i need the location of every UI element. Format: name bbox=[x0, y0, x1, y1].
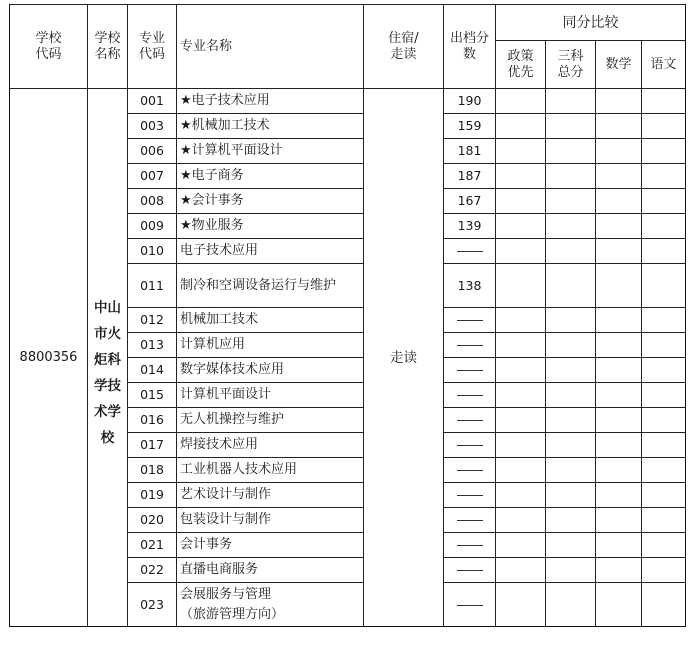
three-subjects-cell bbox=[546, 508, 596, 533]
major-name-text: ★计算机平面设计 bbox=[180, 143, 283, 158]
chinese-cell bbox=[642, 358, 686, 383]
header-compare-group: 同分比较 bbox=[496, 5, 686, 41]
no-score-text bbox=[483, 562, 484, 563]
major-code-cell: 006 bbox=[128, 139, 177, 164]
three-subjects-cell bbox=[546, 383, 596, 408]
three-subjects-cell bbox=[546, 189, 596, 214]
no-score-dash bbox=[457, 370, 483, 371]
chinese-cell bbox=[642, 164, 686, 189]
cutoff-score-cell bbox=[444, 358, 496, 383]
header-three-subjects: 三科 总分 bbox=[546, 41, 596, 89]
major-name-cell bbox=[177, 189, 364, 214]
major-name-text: 机械加工技术 bbox=[180, 312, 259, 327]
no-score-text bbox=[483, 437, 484, 438]
math-cell bbox=[596, 383, 642, 408]
major-name-text: 直播电商服务 bbox=[180, 562, 259, 577]
no-score-dash bbox=[457, 320, 483, 321]
three-subjects-cell bbox=[546, 333, 596, 358]
three-subjects-cell bbox=[546, 533, 596, 558]
chinese-cell bbox=[642, 333, 686, 358]
policy-priority-cell bbox=[496, 333, 546, 358]
major-name-text: 数字媒体技术应用 bbox=[180, 362, 285, 377]
header-school-name: 学校 名称 bbox=[88, 5, 128, 89]
major-code-cell: 007 bbox=[128, 164, 177, 189]
major-name-cell bbox=[177, 239, 364, 264]
no-score-dash bbox=[457, 420, 483, 421]
header-boarding: 住宿/ 走读 bbox=[364, 5, 444, 89]
policy-priority-cell bbox=[496, 89, 546, 114]
math-cell bbox=[596, 483, 642, 508]
chinese-cell bbox=[642, 433, 686, 458]
three-subjects-cell bbox=[546, 89, 596, 114]
math-cell bbox=[596, 308, 642, 333]
header-school-code: 学校 代码 bbox=[10, 5, 88, 89]
school-name-line: 术学 bbox=[94, 403, 121, 420]
chinese-cell bbox=[642, 408, 686, 433]
no-score-text bbox=[483, 462, 484, 463]
cutoff-score-cell bbox=[444, 308, 496, 333]
cutoff-score-cell: 139 bbox=[444, 214, 496, 239]
school-code-cell: 8800356 bbox=[10, 89, 88, 627]
major-name-text: 焊接技术应用 bbox=[180, 437, 259, 452]
math-cell bbox=[596, 214, 642, 239]
major-code-cell: 003 bbox=[128, 114, 177, 139]
major-name-cell bbox=[177, 264, 364, 308]
no-score-dash bbox=[457, 495, 483, 496]
major-name-text: 会展服务与管理 bbox=[180, 586, 272, 602]
chinese-cell bbox=[642, 239, 686, 264]
chinese-cell bbox=[642, 214, 686, 239]
major-code-cell: 017 bbox=[128, 433, 177, 458]
three-subjects-cell bbox=[546, 558, 596, 583]
major-code-cell: 023 bbox=[128, 583, 177, 627]
policy-priority-cell bbox=[496, 139, 546, 164]
chinese-cell bbox=[642, 383, 686, 408]
math-cell bbox=[596, 264, 642, 308]
cutoff-score-cell: 138 bbox=[444, 264, 496, 308]
cutoff-score-cell: 190 bbox=[444, 89, 496, 114]
cutoff-score-cell bbox=[444, 333, 496, 358]
math-cell bbox=[596, 239, 642, 264]
no-score-text bbox=[483, 387, 484, 388]
major-code-cell: 012 bbox=[128, 308, 177, 333]
no-score-text bbox=[483, 312, 484, 313]
three-subjects-cell bbox=[546, 139, 596, 164]
three-subjects-cell bbox=[546, 458, 596, 483]
chinese-cell bbox=[642, 308, 686, 333]
three-subjects-cell bbox=[546, 239, 596, 264]
chinese-cell bbox=[642, 114, 686, 139]
cutoff-score-cell bbox=[444, 483, 496, 508]
no-score-text bbox=[483, 537, 484, 538]
policy-priority-cell bbox=[496, 433, 546, 458]
major-name-cell bbox=[177, 214, 364, 239]
major-name-cell bbox=[177, 583, 364, 627]
major-name-text: 制冷和空调设备运行与维护 bbox=[180, 277, 337, 293]
chinese-cell bbox=[642, 558, 686, 583]
cutoff-score-cell bbox=[444, 558, 496, 583]
no-score-dash bbox=[457, 470, 483, 471]
major-name-cell bbox=[177, 533, 364, 558]
chinese-cell bbox=[642, 483, 686, 508]
major-code-cell: 010 bbox=[128, 239, 177, 264]
major-code-cell: 018 bbox=[128, 458, 177, 483]
no-score-dash bbox=[457, 345, 483, 346]
math-cell bbox=[596, 458, 642, 483]
chinese-cell bbox=[642, 458, 686, 483]
cutoff-score-cell: 159 bbox=[444, 114, 496, 139]
major-name-cell bbox=[177, 139, 364, 164]
no-score-text bbox=[483, 337, 484, 338]
policy-priority-cell bbox=[496, 458, 546, 483]
major-code-cell: 014 bbox=[128, 358, 177, 383]
school-name-cell bbox=[88, 89, 128, 627]
cutoff-score-cell: 187 bbox=[444, 164, 496, 189]
policy-priority-cell bbox=[496, 483, 546, 508]
chinese-cell bbox=[642, 189, 686, 214]
major-name-text: ★电子技术应用 bbox=[180, 93, 270, 108]
major-name-cell bbox=[177, 308, 364, 333]
major-name-text: 包装设计与制作 bbox=[180, 512, 272, 527]
major-name-text: 无人机操控与维护 bbox=[180, 412, 285, 427]
chinese-cell bbox=[642, 533, 686, 558]
policy-priority-cell bbox=[496, 358, 546, 383]
no-score-text bbox=[483, 412, 484, 413]
major-code-cell: 001 bbox=[128, 89, 177, 114]
major-name-text: ★电子商务 bbox=[180, 168, 244, 183]
no-score-dash bbox=[457, 445, 483, 446]
three-subjects-cell bbox=[546, 408, 596, 433]
table-body bbox=[10, 89, 686, 627]
major-code-cell: 019 bbox=[128, 483, 177, 508]
three-subjects-cell bbox=[546, 264, 596, 308]
no-score-dash bbox=[457, 520, 483, 521]
header-major-code: 专业 代码 bbox=[128, 5, 177, 89]
school-name-line: 中山 bbox=[94, 299, 121, 316]
no-score-text bbox=[483, 597, 484, 598]
major-code-cell: 021 bbox=[128, 533, 177, 558]
major-name-cell bbox=[177, 458, 364, 483]
school-name-line: 学技 bbox=[94, 377, 121, 394]
major-name-text: 会计事务 bbox=[180, 537, 233, 552]
major-name-text: 计算机平面设计 bbox=[180, 387, 272, 402]
chinese-cell bbox=[642, 508, 686, 533]
school-name-line: 校 bbox=[100, 429, 115, 446]
cutoff-score-cell bbox=[444, 583, 496, 627]
major-name-cell bbox=[177, 483, 364, 508]
major-name-cell bbox=[177, 164, 364, 189]
policy-priority-cell bbox=[496, 508, 546, 533]
major-name-cell bbox=[177, 89, 364, 114]
policy-priority-cell bbox=[496, 164, 546, 189]
policy-priority-cell bbox=[496, 264, 546, 308]
no-score-dash bbox=[457, 395, 483, 396]
major-code-cell: 013 bbox=[128, 333, 177, 358]
table-row bbox=[10, 89, 686, 114]
chinese-cell bbox=[642, 583, 686, 627]
three-subjects-cell bbox=[546, 583, 596, 627]
major-name-cell bbox=[177, 358, 364, 383]
policy-priority-cell bbox=[496, 533, 546, 558]
math-cell bbox=[596, 164, 642, 189]
no-score-text bbox=[483, 243, 484, 244]
no-score-dash bbox=[457, 545, 483, 546]
cutoff-score-cell bbox=[444, 433, 496, 458]
three-subjects-cell bbox=[546, 114, 596, 139]
no-score-dash bbox=[457, 605, 483, 606]
major-name-text: 电子技术应用 bbox=[180, 243, 259, 258]
math-cell bbox=[596, 358, 642, 383]
cutoff-score-cell bbox=[444, 383, 496, 408]
policy-priority-cell bbox=[496, 383, 546, 408]
major-name-subtext: （旅游管理方向） bbox=[180, 606, 285, 622]
policy-priority-cell bbox=[496, 114, 546, 139]
chinese-cell bbox=[642, 89, 686, 114]
admission-table bbox=[9, 4, 686, 627]
cutoff-score-cell: 181 bbox=[444, 139, 496, 164]
math-cell bbox=[596, 139, 642, 164]
policy-priority-cell bbox=[496, 583, 546, 627]
three-subjects-cell bbox=[546, 358, 596, 383]
no-score-text bbox=[483, 362, 484, 363]
major-code-cell: 022 bbox=[128, 558, 177, 583]
school-name-line: 市火 bbox=[94, 325, 121, 342]
major-code-cell: 015 bbox=[128, 383, 177, 408]
major-code-cell: 020 bbox=[128, 508, 177, 533]
major-name-text: 艺术设计与制作 bbox=[180, 487, 272, 502]
cutoff-score-cell bbox=[444, 458, 496, 483]
boarding-mode-cell: 走读 bbox=[364, 89, 444, 627]
major-name-text: 工业机器人技术应用 bbox=[180, 462, 298, 477]
math-cell bbox=[596, 333, 642, 358]
math-cell bbox=[596, 114, 642, 139]
no-score-text bbox=[483, 487, 484, 488]
three-subjects-cell bbox=[546, 483, 596, 508]
major-name-text: ★会计事务 bbox=[180, 193, 244, 208]
policy-priority-cell bbox=[496, 308, 546, 333]
major-name-text: ★机械加工技术 bbox=[180, 118, 270, 133]
cutoff-score-cell bbox=[444, 408, 496, 433]
major-name-cell bbox=[177, 433, 364, 458]
major-name-text: ★物业服务 bbox=[180, 218, 244, 233]
header-math: 数学 bbox=[596, 41, 642, 89]
math-cell bbox=[596, 408, 642, 433]
chinese-cell bbox=[642, 139, 686, 164]
cutoff-score-cell bbox=[444, 533, 496, 558]
no-score-dash bbox=[457, 570, 483, 571]
policy-priority-cell bbox=[496, 189, 546, 214]
major-name-cell bbox=[177, 408, 364, 433]
math-cell bbox=[596, 189, 642, 214]
major-name-cell bbox=[177, 383, 364, 408]
major-name-cell bbox=[177, 558, 364, 583]
major-code-cell: 016 bbox=[128, 408, 177, 433]
major-name-cell bbox=[177, 114, 364, 139]
no-score-text bbox=[483, 512, 484, 513]
math-cell bbox=[596, 533, 642, 558]
major-code-cell: 011 bbox=[128, 264, 177, 308]
policy-priority-cell bbox=[496, 214, 546, 239]
header-policy-priority: 政策 优先 bbox=[496, 41, 546, 89]
three-subjects-cell bbox=[546, 433, 596, 458]
major-name-text: 计算机应用 bbox=[180, 337, 246, 352]
math-cell bbox=[596, 583, 642, 627]
cutoff-score-cell bbox=[444, 508, 496, 533]
school-name-line: 炬科 bbox=[94, 351, 121, 368]
three-subjects-cell bbox=[546, 214, 596, 239]
cutoff-score-cell bbox=[444, 239, 496, 264]
chinese-cell bbox=[642, 264, 686, 308]
header-chinese: 语文 bbox=[642, 41, 686, 89]
no-score-dash bbox=[457, 251, 483, 252]
math-cell bbox=[596, 433, 642, 458]
header-cutoff-score: 出档分 数 bbox=[444, 5, 496, 89]
header-major-name: 专业名称 bbox=[177, 5, 364, 89]
math-cell bbox=[596, 508, 642, 533]
math-cell bbox=[596, 558, 642, 583]
policy-priority-cell bbox=[496, 558, 546, 583]
three-subjects-cell bbox=[546, 308, 596, 333]
cutoff-score-cell: 167 bbox=[444, 189, 496, 214]
policy-priority-cell bbox=[496, 239, 546, 264]
major-code-cell: 008 bbox=[128, 189, 177, 214]
math-cell bbox=[596, 89, 642, 114]
major-name-cell bbox=[177, 333, 364, 358]
three-subjects-cell bbox=[546, 164, 596, 189]
major-code-cell: 009 bbox=[128, 214, 177, 239]
major-name-cell bbox=[177, 508, 364, 533]
policy-priority-cell bbox=[496, 408, 546, 433]
